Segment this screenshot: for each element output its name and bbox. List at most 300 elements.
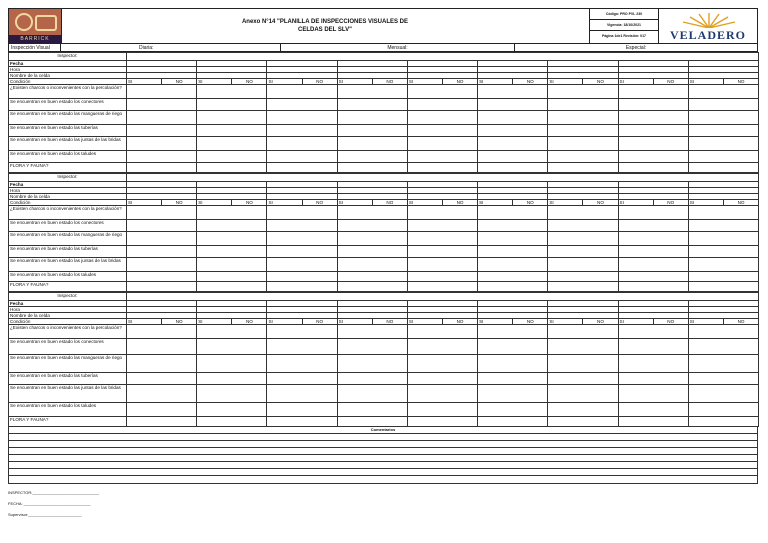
inspection-table — [8, 292, 759, 427]
si-cell[interactable]: SI — [267, 200, 302, 206]
row-label: Se encuentran en buen estado los taludes — [9, 272, 127, 282]
cell[interactable] — [127, 137, 197, 151]
cell[interactable] — [688, 339, 758, 355]
cell[interactable] — [618, 339, 688, 355]
cell[interactable] — [407, 137, 477, 151]
cell[interactable] — [127, 417, 197, 427]
cell[interactable] — [337, 355, 407, 373]
cell[interactable] — [688, 85, 758, 99]
row-q5 — [9, 258, 759, 272]
no-cell[interactable]: NO — [162, 319, 197, 325]
cell[interactable] — [197, 151, 267, 163]
cell[interactable] — [127, 246, 197, 258]
si-cell[interactable]: SI — [548, 200, 583, 206]
si-cell[interactable]: SI — [197, 319, 232, 325]
cell[interactable] — [478, 373, 548, 385]
no-cell[interactable]: NO — [232, 200, 267, 206]
row-q6 — [9, 403, 759, 417]
cell[interactable] — [688, 125, 758, 137]
row-q6 — [9, 151, 759, 163]
comment-line[interactable] — [9, 448, 757, 455]
si-cell[interactable]: SI — [618, 200, 653, 206]
cell[interactable] — [127, 282, 197, 292]
comments-box — [8, 427, 758, 484]
no-cell[interactable]: NO — [442, 200, 477, 206]
no-cell[interactable]: NO — [513, 200, 548, 206]
cell[interactable] — [267, 373, 337, 385]
cell[interactable] — [478, 258, 548, 272]
cell[interactable] — [407, 417, 477, 427]
cell[interactable] — [688, 206, 758, 220]
cell[interactable] — [127, 258, 197, 272]
si-cell[interactable]: SI — [337, 319, 372, 325]
vigencia-field: Vigencia: 18/10/2021 — [590, 20, 658, 31]
cell[interactable] — [548, 151, 618, 163]
title-line-2: CELDAS DEL SLV" — [298, 27, 352, 33]
cell[interactable] — [407, 111, 477, 125]
codigo-field: Código: PRO PVL 230 — [590, 9, 658, 20]
row-label: Nombre de la celda — [9, 313, 127, 319]
si-cell[interactable]: SI — [267, 79, 302, 85]
cell[interactable] — [407, 339, 477, 355]
cell[interactable] — [267, 137, 337, 151]
cell[interactable] — [478, 272, 548, 282]
si-cell[interactable]: SI — [407, 79, 442, 85]
cell[interactable] — [407, 403, 477, 417]
cell[interactable] — [478, 385, 548, 403]
cell[interactable] — [267, 206, 337, 220]
cell[interactable] — [127, 355, 197, 373]
cell[interactable] — [478, 137, 548, 151]
cell[interactable] — [407, 385, 477, 403]
veladero-wordmark: VELADERO — [669, 28, 746, 42]
especial-field[interactable]: Especial: — [625, 45, 647, 51]
cell[interactable] — [127, 85, 197, 99]
si-cell[interactable]: SI — [478, 200, 513, 206]
no-cell[interactable]: NO — [162, 79, 197, 85]
inspector-value[interactable] — [127, 293, 759, 301]
cell[interactable] — [548, 385, 618, 403]
si-cell[interactable]: SI — [407, 200, 442, 206]
no-cell[interactable]: NO — [302, 319, 337, 325]
cell[interactable] — [267, 355, 337, 373]
cell[interactable] — [127, 232, 197, 246]
cell[interactable] — [688, 385, 758, 403]
cell[interactable] — [267, 220, 337, 232]
cell[interactable] — [548, 206, 618, 220]
cell[interactable] — [478, 99, 548, 111]
cell[interactable] — [267, 246, 337, 258]
diaria-field[interactable]: Diaria: — [61, 44, 281, 51]
cell[interactable] — [407, 206, 477, 220]
cell[interactable] — [548, 220, 618, 232]
mensual-field[interactable]: Mensual: — [281, 44, 515, 51]
cell[interactable] — [197, 137, 267, 151]
cell[interactable] — [688, 137, 758, 151]
row-label: FLORA Y FAUNA? — [9, 417, 127, 427]
cell[interactable] — [267, 417, 337, 427]
row-q7 — [9, 417, 759, 427]
cell[interactable] — [618, 282, 688, 292]
cell[interactable] — [197, 246, 267, 258]
si-cell[interactable]: SI — [618, 319, 653, 325]
cell[interactable] — [688, 258, 758, 272]
row-label: Se encuentran en buen estado las juntas de las bridas — [9, 258, 127, 272]
no-cell[interactable]: NO — [723, 319, 758, 325]
cell[interactable] — [688, 220, 758, 232]
cell[interactable] — [337, 206, 407, 220]
inspector-signature-line[interactable]: INSPECTOR:______________________________ — [8, 490, 100, 495]
cell[interactable] — [267, 125, 337, 137]
cell[interactable] — [197, 163, 267, 173]
cell[interactable] — [548, 355, 618, 373]
comment-line[interactable] — [9, 455, 757, 462]
cell[interactable] — [478, 417, 548, 427]
cell[interactable] — [548, 325, 618, 339]
comment-line[interactable] — [9, 434, 757, 441]
comment-line[interactable] — [9, 441, 757, 448]
cell[interactable] — [337, 339, 407, 355]
cell[interactable] — [337, 85, 407, 99]
cell[interactable] — [407, 282, 477, 292]
no-cell[interactable]: NO — [583, 200, 618, 206]
cell[interactable] — [618, 137, 688, 151]
cell[interactable] — [688, 325, 758, 339]
cell[interactable] — [127, 125, 197, 137]
si-cell[interactable]: SI — [688, 200, 723, 206]
cell[interactable] — [548, 111, 618, 125]
inspection-table — [8, 173, 759, 292]
cell[interactable] — [478, 232, 548, 246]
cell[interactable] — [548, 417, 618, 427]
cell[interactable] — [548, 99, 618, 111]
cell[interactable] — [197, 85, 267, 99]
cell[interactable] — [407, 99, 477, 111]
row-label: ¿Existen charcos o inconvenientes con la percolación? — [9, 85, 127, 99]
no-cell[interactable]: NO — [513, 319, 548, 325]
cell[interactable] — [478, 85, 548, 99]
cell[interactable] — [618, 99, 688, 111]
row-label: Nombre de la celda — [9, 194, 127, 200]
row-q5 — [9, 385, 759, 403]
comment-line[interactable] — [9, 462, 757, 469]
cell[interactable] — [548, 272, 618, 282]
cell[interactable] — [337, 163, 407, 173]
cell[interactable] — [407, 85, 477, 99]
si-cell[interactable]: SI — [688, 319, 723, 325]
inspection-sections — [8, 52, 758, 427]
cell[interactable] — [618, 355, 688, 373]
no-cell[interactable]: NO — [583, 79, 618, 85]
row-label: ¿Existen charcos o inconvenientes con la percolación? — [9, 206, 127, 220]
cell[interactable] — [548, 373, 618, 385]
cell[interactable] — [618, 85, 688, 99]
cell[interactable] — [197, 282, 267, 292]
cell[interactable] — [127, 99, 197, 111]
pagina-field: Página 1de1 Revisión: 017 — [602, 34, 646, 38]
row-label: Nombre de la celda — [9, 73, 127, 79]
cell[interactable] — [197, 206, 267, 220]
no-cell[interactable]: NO — [162, 200, 197, 206]
cell[interactable] — [618, 325, 688, 339]
cell[interactable] — [337, 151, 407, 163]
cell[interactable] — [618, 163, 688, 173]
cell[interactable] — [548, 125, 618, 137]
cell[interactable] — [267, 151, 337, 163]
row-label: Fecha — [9, 61, 127, 67]
row-label: Se encuentran en buen estado las mangueras de riego — [9, 232, 127, 246]
cell[interactable] — [688, 151, 758, 163]
row-q2 — [9, 99, 759, 111]
cell[interactable] — [478, 403, 548, 417]
si-cell[interactable]: SI — [197, 79, 232, 85]
barrick-logo — [9, 9, 62, 43]
cell[interactable] — [267, 85, 337, 99]
cell[interactable] — [478, 151, 548, 163]
cell[interactable] — [478, 206, 548, 220]
cell[interactable] — [267, 232, 337, 246]
cell[interactable] — [127, 373, 197, 385]
comment-line[interactable] — [9, 469, 757, 476]
cell[interactable] — [618, 125, 688, 137]
cell[interactable] — [337, 373, 407, 385]
si-cell[interactable]: SI — [197, 200, 232, 206]
no-cell[interactable]: NO — [232, 319, 267, 325]
si-cell[interactable]: SI — [337, 79, 372, 85]
cell[interactable] — [337, 282, 407, 292]
cell[interactable] — [688, 403, 758, 417]
cell[interactable] — [548, 282, 618, 292]
no-cell[interactable]: NO — [232, 79, 267, 85]
cell[interactable] — [267, 403, 337, 417]
cell[interactable] — [478, 246, 548, 258]
inspector-value[interactable] — [127, 53, 759, 61]
cell[interactable] — [337, 125, 407, 137]
document-title — [61, 9, 589, 43]
row-label: Hora — [9, 67, 127, 73]
no-cell[interactable]: NO — [723, 200, 758, 206]
cell[interactable] — [688, 355, 758, 373]
si-cell[interactable]: SI — [688, 79, 723, 85]
cell[interactable] — [127, 272, 197, 282]
cell[interactable] — [337, 99, 407, 111]
si-cell[interactable]: SI — [478, 79, 513, 85]
cell[interactable] — [197, 373, 267, 385]
no-cell[interactable]: NO — [513, 79, 548, 85]
cell[interactable] — [618, 220, 688, 232]
cell[interactable] — [267, 282, 337, 292]
cell[interactable] — [407, 272, 477, 282]
cell[interactable] — [548, 137, 618, 151]
cell[interactable] — [688, 111, 758, 125]
no-cell[interactable]: NO — [653, 79, 688, 85]
title-line-1: Anexo N°14 "PLANILLA DE INSPECCIONES VISUALES DE — [241, 19, 409, 25]
cell[interactable] — [407, 258, 477, 272]
cell[interactable] — [197, 258, 267, 272]
si-cell[interactable]: SI — [337, 200, 372, 206]
cell[interactable] — [267, 385, 337, 403]
cell[interactable] — [127, 163, 197, 173]
cell[interactable] — [688, 232, 758, 246]
si-cell[interactable]: SI — [127, 79, 162, 85]
row-label: Se encuentran en buen estado las juntas de las bridas — [9, 137, 127, 151]
cell[interactable] — [337, 258, 407, 272]
row-q7 — [9, 163, 759, 173]
cell[interactable] — [197, 125, 267, 137]
no-cell[interactable]: NO — [442, 319, 477, 325]
cell[interactable] — [478, 163, 548, 173]
cell[interactable] — [267, 111, 337, 125]
cell[interactable] — [478, 282, 548, 292]
cell[interactable] — [688, 246, 758, 258]
cell[interactable] — [267, 99, 337, 111]
fecha-signature-line[interactable]: FECHA: ______________________________ — [8, 501, 91, 506]
cell[interactable] — [618, 272, 688, 282]
cell[interactable] — [127, 151, 197, 163]
cell[interactable] — [197, 272, 267, 282]
cell[interactable] — [407, 246, 477, 258]
cell[interactable] — [337, 325, 407, 339]
row-q4 — [9, 246, 759, 258]
cell[interactable] — [267, 325, 337, 339]
cell[interactable] — [407, 232, 477, 246]
cell[interactable] — [127, 339, 197, 355]
cell[interactable] — [407, 125, 477, 137]
cell[interactable] — [688, 282, 758, 292]
inspection-table — [8, 52, 759, 173]
no-cell[interactable]: NO — [302, 200, 337, 206]
cell[interactable] — [337, 272, 407, 282]
cell[interactable] — [127, 220, 197, 232]
si-cell[interactable]: SI — [407, 319, 442, 325]
cell[interactable] — [267, 339, 337, 355]
cell[interactable] — [688, 417, 758, 427]
inspector-value[interactable] — [127, 174, 759, 182]
cell[interactable] — [197, 417, 267, 427]
comment-line[interactable] — [9, 476, 757, 483]
cell[interactable] — [618, 151, 688, 163]
cell[interactable] — [618, 246, 688, 258]
cell[interactable] — [337, 220, 407, 232]
cell[interactable] — [127, 385, 197, 403]
cell[interactable] — [197, 99, 267, 111]
supervisor-signature-line[interactable]: Supervisor:________________________ — [8, 512, 82, 517]
cell[interactable] — [478, 355, 548, 373]
no-cell[interactable]: NO — [723, 79, 758, 85]
si-cell[interactable]: SI — [548, 79, 583, 85]
no-cell[interactable]: NO — [442, 79, 477, 85]
no-cell[interactable]: NO — [653, 319, 688, 325]
cell[interactable] — [197, 220, 267, 232]
cell[interactable] — [548, 246, 618, 258]
cell[interactable] — [267, 258, 337, 272]
cell[interactable] — [618, 403, 688, 417]
no-cell[interactable]: NO — [302, 79, 337, 85]
cell[interactable] — [548, 85, 618, 99]
cell[interactable] — [127, 403, 197, 417]
cell[interactable] — [407, 220, 477, 232]
cell[interactable] — [197, 355, 267, 373]
no-cell[interactable]: NO — [583, 319, 618, 325]
no-cell[interactable]: NO — [372, 79, 407, 85]
cell[interactable] — [337, 385, 407, 403]
cell[interactable] — [478, 339, 548, 355]
no-cell[interactable]: NO — [653, 200, 688, 206]
cell[interactable] — [688, 163, 758, 173]
cell[interactable] — [197, 385, 267, 403]
si-cell[interactable]: SI — [478, 319, 513, 325]
row-q4 — [9, 373, 759, 385]
cell[interactable] — [618, 258, 688, 272]
cell[interactable] — [478, 125, 548, 137]
row-label: Se encuentran en buen estado los taludes — [9, 403, 127, 417]
signature-block — [8, 487, 758, 520]
cell[interactable] — [688, 272, 758, 282]
cell[interactable] — [197, 325, 267, 339]
cell[interactable] — [197, 232, 267, 246]
cell[interactable] — [197, 403, 267, 417]
cell[interactable] — [548, 163, 618, 173]
si-cell[interactable]: SI — [548, 319, 583, 325]
cell[interactable] — [337, 417, 407, 427]
document-header — [8, 8, 758, 44]
row-label: Se encuentran en buen estado los conectores — [9, 99, 127, 111]
cell[interactable] — [407, 325, 477, 339]
cell[interactable] — [688, 373, 758, 385]
si-cell[interactable]: SI — [267, 319, 302, 325]
cell[interactable] — [618, 111, 688, 125]
cell[interactable] — [407, 355, 477, 373]
cell[interactable] — [548, 232, 618, 246]
row-label: Se encuentran en buen estado los conectores — [9, 220, 127, 232]
cell[interactable] — [127, 206, 197, 220]
cell[interactable] — [478, 325, 548, 339]
cell[interactable] — [407, 151, 477, 163]
cell[interactable] — [548, 403, 618, 417]
si-cell[interactable]: SI — [127, 319, 162, 325]
cell[interactable] — [197, 111, 267, 125]
cell[interactable] — [618, 206, 688, 220]
cell[interactable] — [337, 137, 407, 151]
cell[interactable] — [478, 111, 548, 125]
cell[interactable] — [548, 339, 618, 355]
no-cell[interactable]: NO — [372, 319, 407, 325]
cell[interactable] — [548, 258, 618, 272]
cell[interactable] — [337, 111, 407, 125]
cell[interactable] — [267, 163, 337, 173]
cell[interactable] — [407, 373, 477, 385]
cell[interactable] — [267, 272, 337, 282]
cell[interactable] — [337, 232, 407, 246]
cell[interactable] — [618, 373, 688, 385]
row-label: Se encuentran en buen estado las mangueras de riego — [9, 111, 127, 125]
si-cell[interactable]: SI — [127, 200, 162, 206]
cell[interactable] — [688, 99, 758, 111]
cell[interactable] — [618, 385, 688, 403]
cell[interactable] — [618, 417, 688, 427]
cell[interactable] — [197, 339, 267, 355]
cell[interactable] — [127, 325, 197, 339]
cell[interactable] — [337, 246, 407, 258]
cell[interactable] — [337, 403, 407, 417]
si-cell[interactable]: SI — [618, 79, 653, 85]
cell[interactable] — [618, 232, 688, 246]
cell[interactable] — [127, 111, 197, 125]
no-cell[interactable]: NO — [372, 200, 407, 206]
cell[interactable] — [478, 220, 548, 232]
cell[interactable] — [407, 163, 477, 173]
row-label: Se encuentran en buen estado los conectores — [9, 339, 127, 355]
